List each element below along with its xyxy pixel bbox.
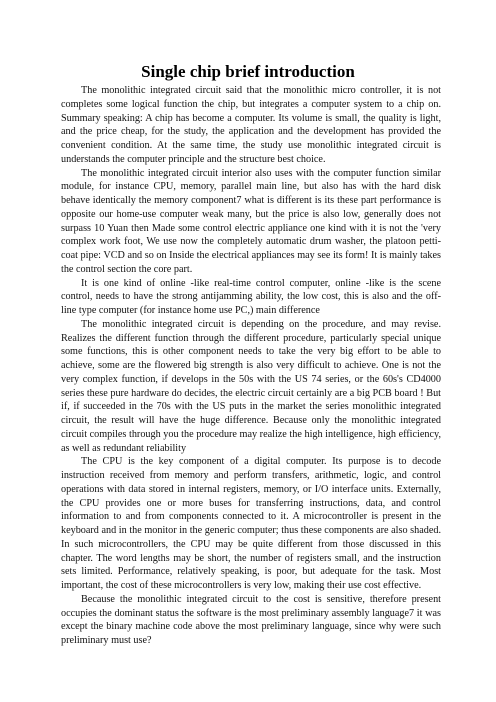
paragraph: Because the monolithic integrated circuit to the cost is sensitive, therefore present occupies the dominant status the software is the most preliminary assembly language7 it was except the binary machine code above the most preliminary language, since why were such preliminary must use? (61, 593, 441, 646)
paragraph: It is one kind of online -like real-time control computer, online -like is the scene control, needs to have the strong antijamming ability, the low cost, this is also and the off-line type computer (for instance home use PC,) main difference (61, 277, 441, 316)
paragraph: The monolithic integrated circuit said that the monolithic micro controller, it is not completes some logical function the chip, but integrates a computer system to a chip on. Summary speaking: A chip has become a computer. Its volume is small, the quality is light, and the price cheap, for the study, the application and the development has provided the convenient condition. At the same time, the study use monolithic integrated circuit is understands the computer principle and the structure best choice. (61, 85, 441, 165)
paragraph: The monolithic integrated circuit is depending on the procedure, and may revise. Realizes the different function through the different procedure, particularly special unique some functions, this is other component needs to take the very big effort to be able to achieve, some are the flowered big strength is also very difficult to achieve. One is not the very complex function, if develops in the 50s with the US 74 series, or the 60s's CD4000 series these pure hardware do decides, the electric circuit certainly are a big PCB board ! But if, if succeeded in the 70s with the US puts in the market the series monolithic integrated circuit, the result will have the huge difference. Because only the monolithic integrated circuit compiles through you the procedure may realize the high intelligence, high efficiency, as well as redundant reliability (61, 318, 441, 454)
paragraph: The CPU is the key component of a digital computer. Its purpose is to decode instruction received from memory and perform transfers, arithmetic, logic, and control operations with data stored in internal registers, memory, or I/O interface units. Externally, the CPU provides one or more buses for transferring instructions, data, and control information to and from components connected to it. A microcontroller is present in the keyboard and in the monitor in the generic computer; thus these components are also shaded. In such microcontrollers, the CPU may be quite different from those discussed in this chapter. The word lengths may be short, the number of registers small, and the instruction sets limited. Performance, relatively speaking, is poor, but adequate for the task. Most important, the cost of these microcontrollers is very low, making their use cost effective. (61, 456, 441, 591)
document-body (61, 84, 441, 648)
document-title: Single chip brief introduction (141, 62, 355, 81)
paragraph: The monolithic integrated circuit interior also uses with the computer function similar module, for instance CPU, memory, parallel main line, but also has with the hard disk behave identically the memory component7 what is different is its these part performance is opposite our home-use computer weak many, but the price is also low, generally does not surpass 10 Yuan then Made some control electric appliance one kind with it is not the 'very complex work foot, We use now the completely automatic drum washer, the platoon petti-coat pipe: VCD and so on Inside the electrical appliances may see its form! It is mainly takes the control section the core part. (61, 167, 441, 275)
